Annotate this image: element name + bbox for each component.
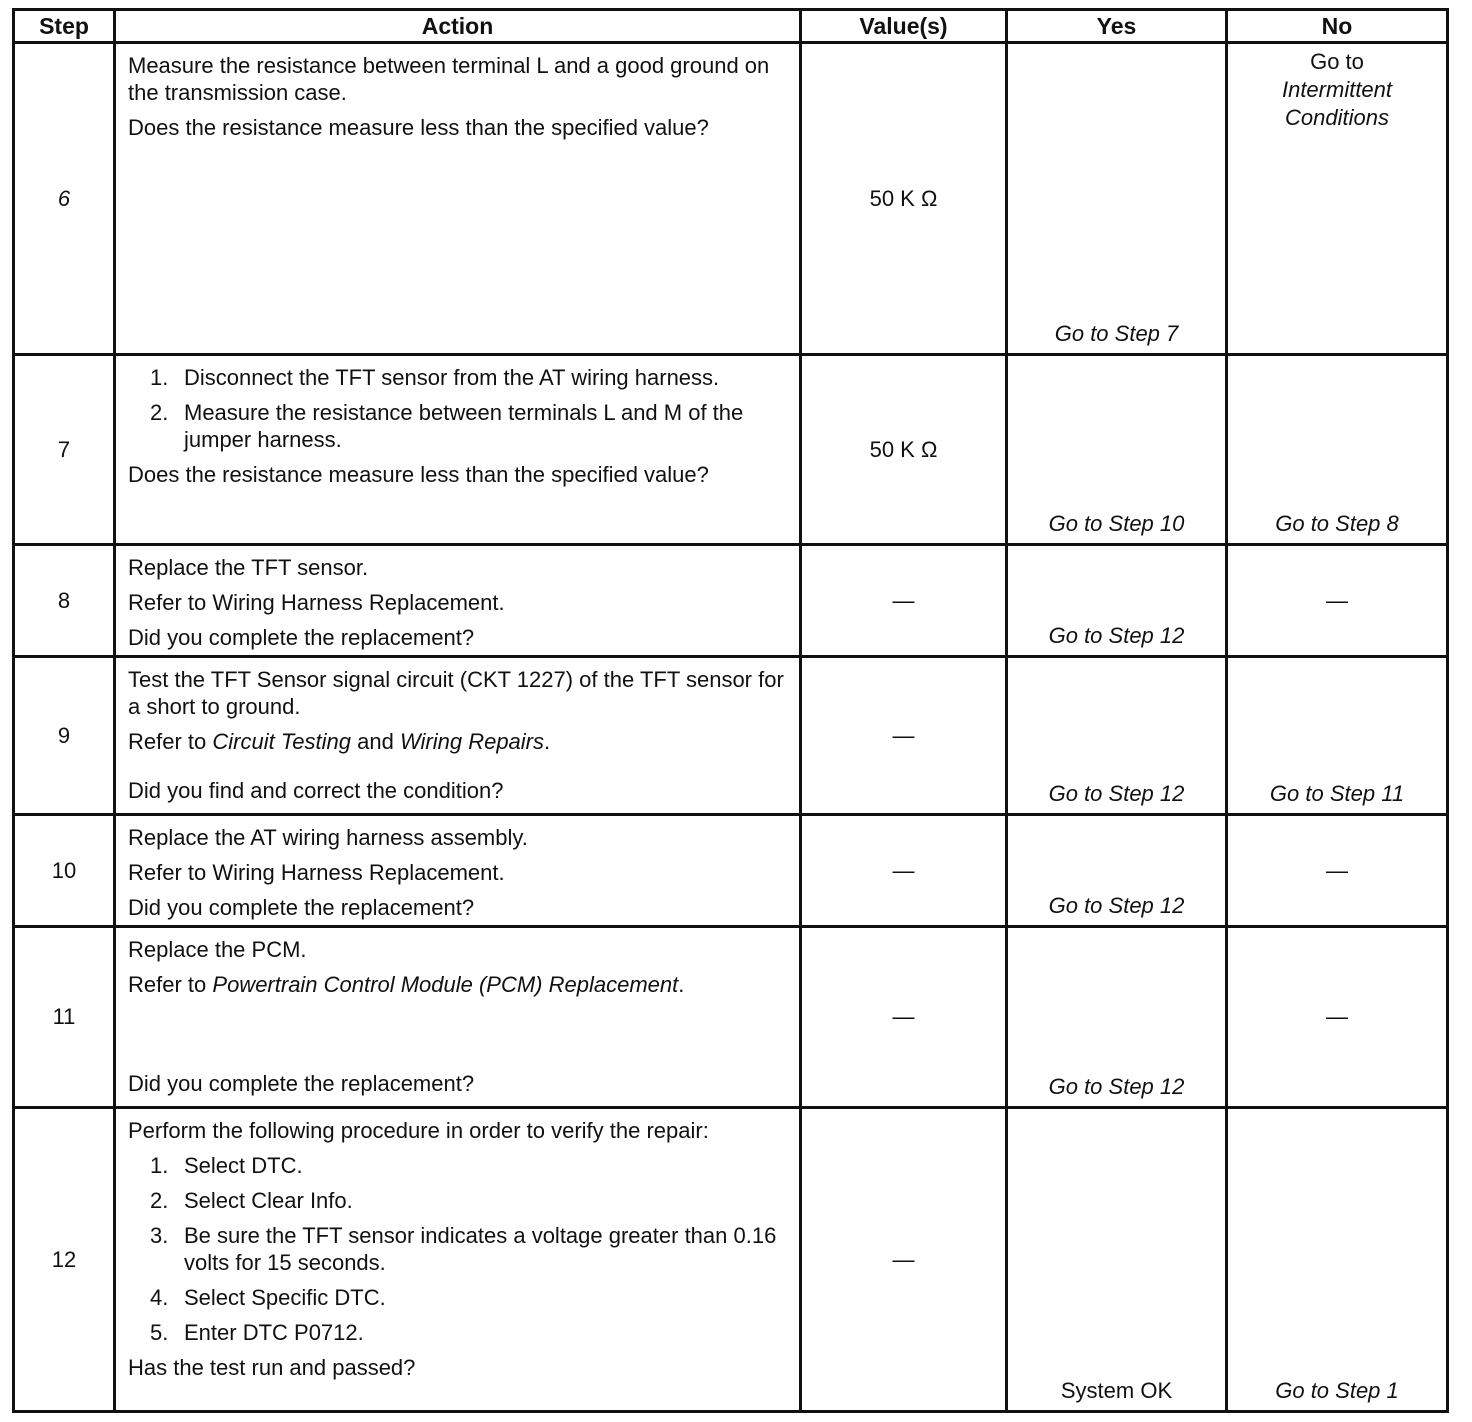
no-cell [1227, 657, 1448, 815]
yes-cell [1007, 545, 1227, 657]
yes-link[interactable]: Go to Step 12 [1048, 623, 1185, 648]
action-question: Did you complete the replacement? [128, 1071, 475, 1096]
step-number: 11 [14, 927, 115, 1108]
no-link[interactable]: Go to Step 11 [1269, 781, 1405, 806]
step-number: 10 [14, 815, 115, 927]
step-number: 9 [14, 657, 115, 815]
circuit-testing-link[interactable]: Circuit Testing [212, 729, 351, 754]
no-cell [1227, 355, 1448, 545]
no-cell [1227, 545, 1448, 657]
list-item: 5. Enter DTC P0712. [150, 1320, 364, 1345]
value-cell: 50 K Ω [801, 355, 1007, 545]
no-cell [1227, 43, 1448, 355]
table-row [14, 657, 1448, 815]
yes-cell [1007, 355, 1227, 545]
table-row [14, 1108, 1448, 1412]
action-text: Replace the AT wiring harness assembly. [128, 825, 528, 850]
value-cell: — [801, 1108, 1007, 1412]
yes-cell [1007, 657, 1227, 815]
action-question: Did you find and correct the condition? [128, 778, 504, 803]
step-number: 7 [14, 355, 115, 545]
value-cell: — [801, 657, 1007, 815]
header-step: Step [14, 10, 115, 43]
header-values: Value(s) [801, 10, 1007, 43]
action-text: Replace the PCM. [128, 937, 307, 962]
substep-list [128, 1152, 787, 1346]
value-cell: — [801, 927, 1007, 1108]
pcm-replacement-link[interactable]: Powertrain Control Module (PCM) Replacement [212, 972, 679, 997]
refer-text: Refer to Circuit Testing and Wiring Repairs. [128, 729, 551, 754]
action-text: Measure the resistance between terminal L and a good ground on the transmission case. [128, 53, 770, 105]
list-item: 3. Be sure the TFT sensor indicates a voltage greater than 0.16 volts for 15 seconds. [150, 1223, 777, 1275]
no-prefix: Go to [1310, 49, 1364, 74]
yes-answer: System OK [1060, 1378, 1173, 1403]
table-row [14, 545, 1448, 657]
no-cell [1227, 815, 1448, 927]
no-answer: — [1326, 1004, 1348, 1029]
header-yes: Yes [1007, 10, 1227, 43]
action-cell [115, 1108, 801, 1412]
action-cell [115, 43, 801, 355]
action-text: Replace the TFT sensor. [128, 555, 369, 580]
yes-cell [1007, 927, 1227, 1108]
value-cell: — [801, 815, 1007, 927]
refer-text: Refer to Wiring Harness Replacement. [128, 590, 505, 615]
header-row [14, 10, 1448, 43]
header-no: No [1227, 10, 1448, 43]
action-text: Perform the following procedure in order to verify the repair: [128, 1118, 709, 1143]
diagnostic-table [12, 8, 1449, 1413]
list-item: 1. Select DTC. [150, 1153, 303, 1178]
no-link[interactable]: Go to Step 8 [1275, 511, 1399, 536]
no-cell [1227, 1108, 1448, 1412]
yes-cell [1007, 1108, 1227, 1412]
action-question: Did you complete the replacement? [128, 895, 475, 920]
action-question: Does the resistance measure less than the specified value? [128, 115, 709, 140]
no-answer: — [1326, 857, 1348, 883]
action-text: Test the TFT Sensor signal circuit (CKT 1227) of the TFT sensor for a short to ground. [128, 667, 784, 719]
yes-link[interactable]: Go to Step 10 [1048, 511, 1185, 536]
list-item: 1. Disconnect the TFT sensor from the AT wiring harness. [150, 365, 720, 390]
list-item: 2. Select Clear Info. [150, 1188, 353, 1213]
step-number: 8 [14, 545, 115, 657]
action-cell [115, 657, 801, 815]
step-number: 12 [14, 1108, 115, 1412]
action-question: Does the resistance measure less than the specified value? [128, 462, 709, 487]
step-number: 6 [14, 43, 115, 355]
action-cell [115, 545, 801, 657]
table-row [14, 927, 1448, 1108]
yes-cell [1007, 815, 1227, 927]
substep-list [128, 364, 787, 453]
wiring-repairs-link[interactable]: Wiring Repairs [399, 729, 545, 754]
table-row [14, 43, 1448, 355]
no-cell [1227, 927, 1448, 1108]
action-cell [115, 927, 801, 1108]
no-answer: — [1326, 587, 1348, 613]
action-question: Has the test run and passed? [128, 1355, 416, 1380]
no-answer[interactable] [1228, 44, 1446, 132]
yes-link[interactable]: Go to Step 12 [1048, 781, 1185, 806]
yes-cell [1007, 43, 1227, 355]
intermittent-conditions-link[interactable]: Intermittent Conditions [1281, 77, 1393, 130]
action-cell [115, 815, 801, 927]
action-question: Did you complete the replacement? [128, 625, 475, 650]
no-link[interactable]: Go to Step 1 [1275, 1378, 1399, 1403]
table-row [14, 355, 1448, 545]
refer-text: Refer to Powertrain Control Module (PCM) Replacement. [128, 972, 685, 997]
table-row [14, 815, 1448, 927]
action-cell [115, 355, 801, 545]
yes-link[interactable]: Go to Step 12 [1048, 1074, 1185, 1099]
value-cell: 50 K Ω [801, 43, 1007, 355]
yes-link[interactable]: Go to Step 12 [1048, 893, 1185, 918]
yes-link[interactable]: Go to Step 7 [1054, 321, 1179, 346]
refer-text: Refer to Wiring Harness Replacement. [128, 860, 505, 885]
list-item: 4. Select Specific DTC. [150, 1285, 386, 1310]
value-cell: — [801, 545, 1007, 657]
list-item: 2. Measure the resistance between terminals L and M of the jumper harness. [150, 400, 744, 452]
header-action: Action [115, 10, 801, 43]
